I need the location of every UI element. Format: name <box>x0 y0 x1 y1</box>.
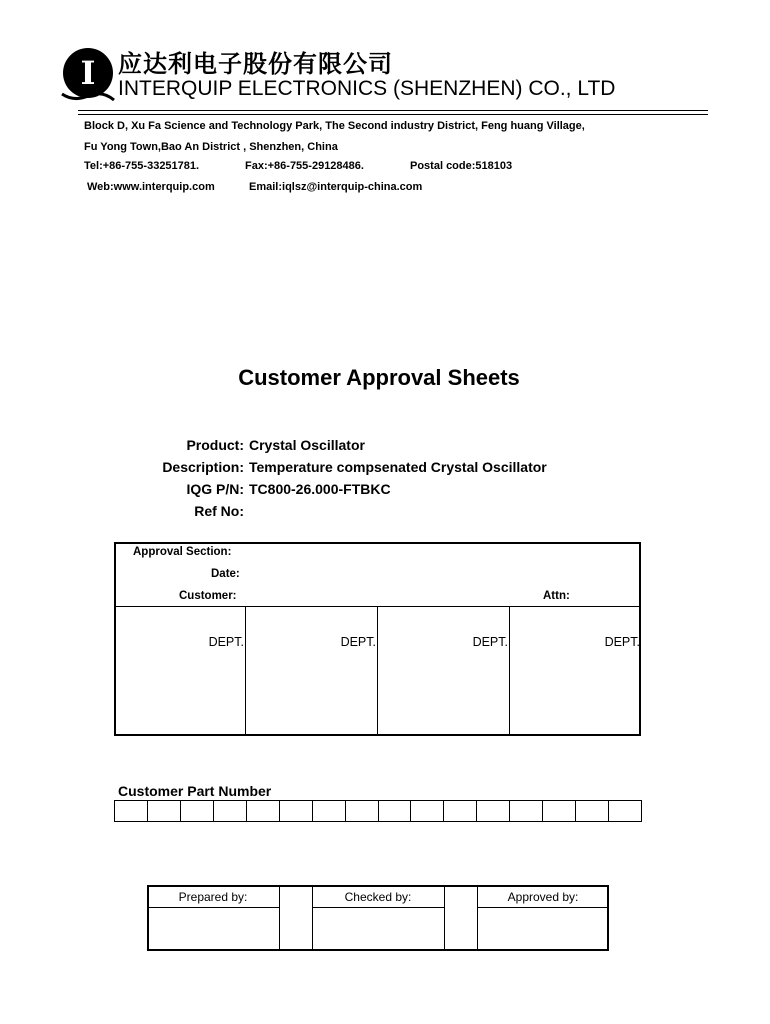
logo-letter: I <box>80 54 96 92</box>
dept-label-3: DEPT. <box>472 635 508 649</box>
company-name-english: INTERQUIP ELECTRONICS (SHENZHEN) CO., LTD <box>118 77 616 100</box>
website-link[interactable]: Web:www.interquip.com <box>87 181 215 193</box>
prepared-by-label: Prepared by: <box>178 890 248 904</box>
dept-column-divider <box>377 606 378 735</box>
product-value: Crystal Oscillator <box>249 437 365 453</box>
approval-date-label: Date: <box>211 568 240 580</box>
dept-label-2: DEPT. <box>340 635 376 649</box>
dept-column-divider <box>245 606 246 735</box>
part-number-label: IQG P/N: <box>186 481 244 497</box>
approval-attn-label: Attn: <box>543 590 570 602</box>
part-number-cell[interactable] <box>510 801 543 821</box>
part-number-cell[interactable] <box>115 801 148 821</box>
part-number-cell[interactable] <box>214 801 247 821</box>
dept-label-4: DEPT. <box>604 635 640 649</box>
part-number-cell[interactable] <box>313 801 346 821</box>
dept-column-divider <box>509 606 510 735</box>
approval-section-label: Approval Section: <box>133 546 232 558</box>
approval-customer-label: Customer: <box>179 590 237 602</box>
address-line-1: Block D, Xu Fa Science and Technology Park, The Second industry District, Feng huang Village, <box>84 120 585 132</box>
company-name-chinese: 应达利电子股份有限公司 <box>118 50 393 78</box>
part-number-cell[interactable] <box>280 801 313 821</box>
part-number-cell[interactable] <box>247 801 280 821</box>
dept-label-1: DEPT. <box>208 635 244 649</box>
part-number-cell[interactable] <box>609 801 641 821</box>
part-number-cell[interactable] <box>346 801 379 821</box>
part-number-cell[interactable] <box>477 801 510 821</box>
description-value: Temperature compsenated Crystal Oscillator <box>249 459 547 475</box>
part-number-cell[interactable] <box>148 801 181 821</box>
signature-divider <box>444 885 445 951</box>
checked-by-label: Checked by: <box>344 890 412 904</box>
header-divider <box>78 110 708 111</box>
customer-part-number-grid <box>114 800 642 822</box>
signature-header-line <box>147 907 279 908</box>
document-title: Customer Approval Sheets <box>238 365 520 390</box>
part-number-cell[interactable] <box>543 801 576 821</box>
company-logo <box>60 46 116 106</box>
signature-header-line <box>312 907 444 908</box>
header-divider-thin <box>78 114 708 115</box>
part-number-cell[interactable] <box>444 801 477 821</box>
signature-divider <box>279 885 280 951</box>
part-number-value: TC800-26.000-FTBKC <box>249 481 391 497</box>
email-link[interactable]: Email:iqlsz@interquip-china.com <box>249 181 423 193</box>
contact-telephone: Tel:+86-755-33251781. <box>84 160 200 172</box>
part-number-cell[interactable] <box>181 801 214 821</box>
contact-postal-code: Postal code:518103 <box>410 160 513 172</box>
contact-fax: Fax:+86-755-29128486. <box>245 160 364 172</box>
part-number-cell[interactable] <box>576 801 609 821</box>
ref-no-label: Ref No: <box>194 503 244 519</box>
customer-part-number-label: Customer Part Number <box>118 783 272 799</box>
product-label: Product: <box>186 437 244 453</box>
part-number-cell[interactable] <box>379 801 412 821</box>
approved-by-label: Approved by: <box>507 890 579 904</box>
part-number-cell[interactable] <box>411 801 444 821</box>
address-line-2: Fu Yong Town,Bao An District , Shenzhen, China <box>84 141 338 153</box>
signature-header-line <box>477 907 609 908</box>
description-label: Description: <box>162 459 244 475</box>
